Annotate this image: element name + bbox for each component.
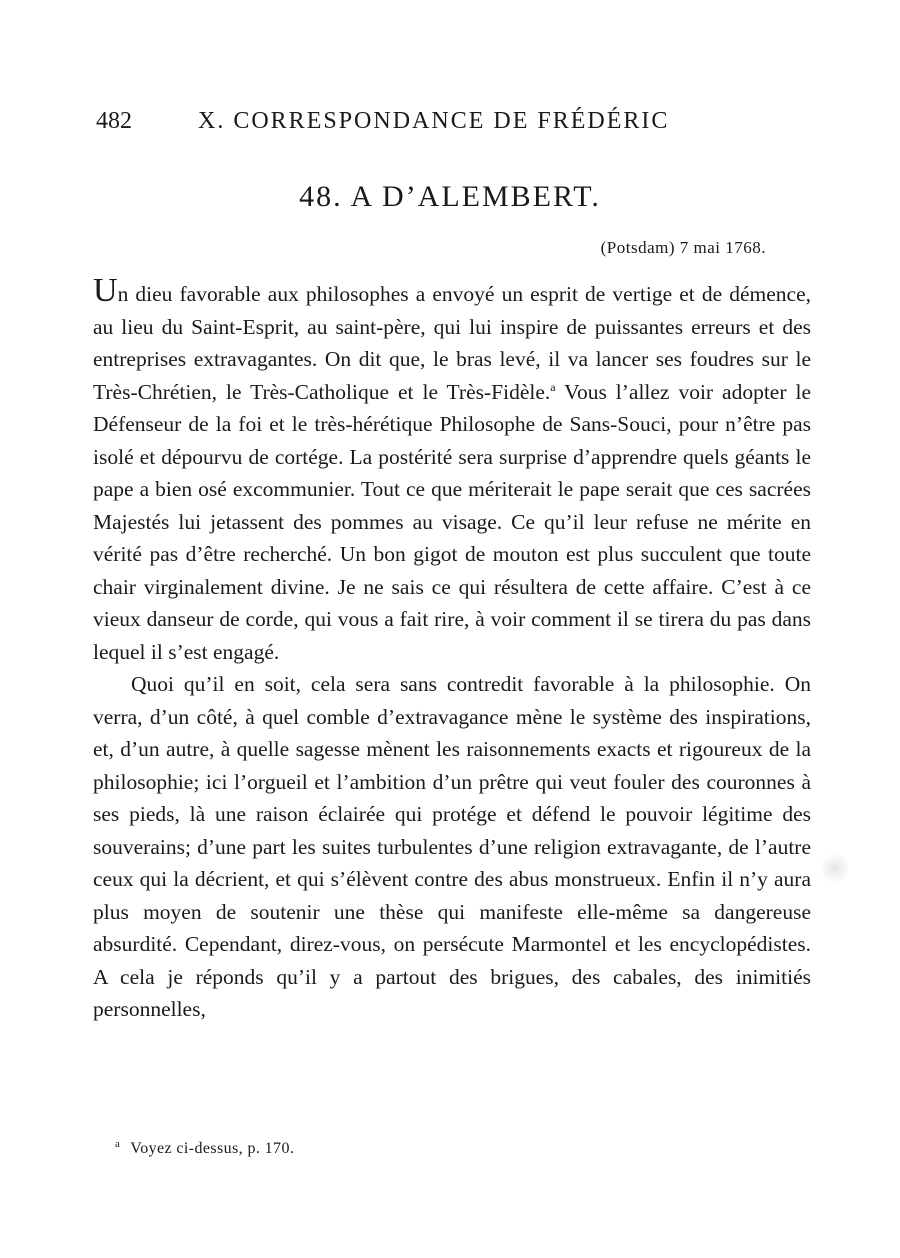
page-number: 482 xyxy=(96,108,132,134)
paragraph-1-text-b: Vous l’allez voir adopter le Défenseur de la foi et le très-hérétique Philosophe de Sans-Souci, pour n’être pas isolé et dépourvu de cortége. La postérité sera surprise d’apprendre quels géants le pape a bien osé excommunier. Tout ce que mériterait le pape serait que ces sacrées Majestés lui jetassent des pommes au visage. Ce qu’il leur refuse ne mérite en vérité pas d’être recherché. Un bon gigot de mouton est plus succulent que toute chair virginalement divine. Je ne sais ce qui résultera de cette affaire. C’est à ce vieux danseur de corde, qui vous a fait rire, à voir comment il se tirera du pas dans lequel il s’est engagé. xyxy=(93,379,811,664)
running-title: X. CORRESPONDANCE DE FRÉDÉRIC xyxy=(198,108,670,134)
footnote xyxy=(115,1137,295,1158)
footnote-reference[interactable]: a xyxy=(550,379,556,394)
paragraph-1 xyxy=(93,272,811,668)
initial-letter: U xyxy=(93,272,118,309)
letter-body xyxy=(93,272,811,1026)
letter-heading: 48. A D’ALEMBERT. xyxy=(299,180,601,213)
paragraph-1-text-a: n dieu favorable aux philosophes a envoyé un esprit de vertige et de démence, au lieu du Saint-Esprit, au saint-père, qui lui inspire de puissantes erreurs et des entreprises extravagantes. On dit que, le bras levé, il va lancer ses foudres sur le Très-Chrétien, le Très-Catholique et le Très-Fidèle. xyxy=(93,282,811,404)
paragraph-2: Quoi qu’il en soit, cela sera sans contredit favorable à la philosophie. On verra, d’un côté, à quel comble d’extravagance mène le système des inspirations, et, d’un autre, à quelle sagesse mènent les raisonnements exacts et rigoureux de la philosophie; ici l’orgueil et l’ambition d’un prêtre qui veut fouler des couronnes à ses pieds, là une raison éclairée qui protége et défend le pouvoir légitime des souverains; d’une part les suites turbulentes d’une religion extravagante, de l’autre ceux qui la décrient, et qui s’élèvent contre des abus monstrueux. Enfin il n’y aura plus moyen de soutenir une thèse qui manifeste elle-même sa dangereuse absurdité. Cependant, direz-vous, on persécute Marmontel et les encyclopédistes. A cela je réponds qu’il y a partout des brigues, des cabales, des inimitiés personnelles, xyxy=(93,672,811,1021)
running-head xyxy=(96,108,816,140)
letter-dateline: (Potsdam) 7 mai 1768. xyxy=(600,238,766,257)
footnote-text: Voyez ci-dessus, p. 170. xyxy=(130,1140,295,1157)
paper-blemish xyxy=(822,850,848,886)
footnote-mark: a xyxy=(115,1137,121,1150)
